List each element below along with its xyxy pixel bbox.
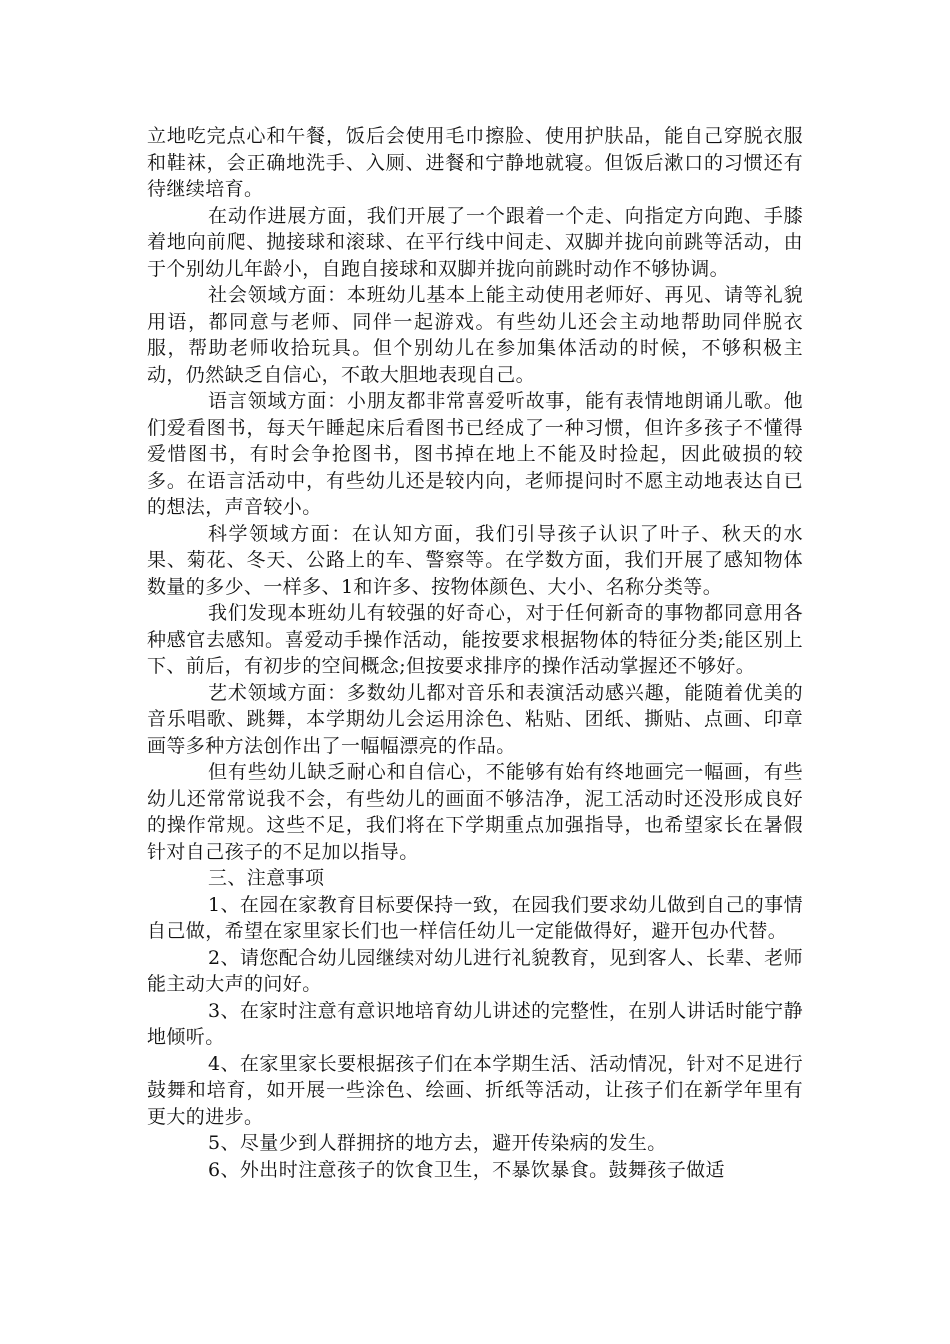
paragraph-curiosity: 我们发现本班幼儿有较强的好奇心，对于任何新奇的事物都同意用各种感官去感知。喜爱动手操作活动，能按要求根据物体的特征分类;能区别上下、前后，有初步的空间概念;但按要求排序的操作活动掌握还不够好。 — [147, 602, 803, 677]
paragraph-language-domain: 语言领域方面：小朋友都非常喜爱听故事，能有表情地朗诵儿歌。他们爱看图书，每天午睡起床后看图书已经成了一种习惯，但许多孩子不懂得爱惜图书，有时会争抢图书，图书掉在地上不能及时捡起，因此破损的较多。在语言活动中，有些幼儿还是较内向，老师提问时不愿主动地表达自已的想法，声音较小。 — [147, 390, 803, 518]
paragraph-motor-development: 在动作进展方面，我们开展了一个跟着一个走、向指定方向跑、手膝着地向前爬、抛接球和滚球、在平行线中间走、双脚并拢向前跳等活动，由于个别幼儿年龄小，自跑自接球和双脚并拢向前跳时动作不够协调。 — [147, 204, 803, 280]
paragraph-continuation: 立地吃完点心和午餐，饭后会使用毛巾擦脸、使用护肤品，能自己穿脱衣服和鞋袜，会正确地洗手、入厕、进餐和宁静地就寝。但饭后漱口的习惯还有待继续培育。 — [147, 125, 803, 200]
note-item-6: 6、外出时注意孩子的饮食卫生，不暴饮暴食。鼓舞孩子做适 — [208, 1158, 725, 1181]
note-item-3: 3、在家时注意有意识地培育幼儿讲述的完整性，在别人讲话时能宁静地倾听。 — [147, 999, 803, 1048]
note-item-2: 2、请您配合幼儿园继续对幼儿进行礼貌教育，见到客人、长辈、老师能主动大声的问好。 — [147, 946, 803, 995]
section-heading-notes: 三、注意事项 — [208, 867, 325, 889]
paragraph-shortcomings: 但有些幼儿缺乏耐心和自信心，不能够有始有终地画完一幅画，有些幼儿还常常说我不会，有些幼儿的画面不够洁净，泥工活动时还没形成良好的操作常规。这些不足，我们将在下学期重点加强指导，也希望家长在暑假针对自己孩子的不足加以指导。 — [147, 761, 803, 863]
note-item-4: 4、在家里家长要根据孩子们在本学期生活、活动情况，针对不足进行鼓舞和培育，如开展一些涂色、绘画、折纸等活动，让孩子们在新学年里有更大的进步。 — [147, 1052, 803, 1128]
paragraph-science-domain: 科学领域方面：在认知方面，我们引导孩子认识了叶子、秋天的水果、菊花、冬天、公路上的车、警察等。在学数方面，我们开展了感知物体数量的多少、一样多、1和许多、按物体颜色、大小、名称分类等。 — [147, 522, 803, 598]
note-item-1: 1、在园在家教育目标要保持一致，在园我们要求幼儿做到自己的事情自己做，希望在家里家长们也一样信任幼儿一定能做得好，避开包办代替。 — [147, 893, 803, 942]
note-item-5: 5、尽量少到人群拥挤的地方去，避开传染病的发生。 — [208, 1132, 667, 1154]
paragraph-art-domain: 艺术领域方面：多数幼儿都对音乐和表演活动感兴趣，能随着优美的音乐唱歌、跳舞，本学期幼儿会运用涂色、粘贴、团纸、撕贴、点画、印章画等多种方法创作出了一幅幅漂亮的作品。 — [147, 681, 803, 757]
paragraph-social-domain: 社会领域方面：本班幼儿基本上能主动使用老师好、再见、请等礼貌用语，都同意与老师、同伴一起游戏。有些幼儿还会主动地帮助同伴脱衣服，帮助老师收拾玩具。但个别幼儿在参加集体活动的时候，不够积极主动，仍然缺乏自信心，不敢大胆地表现自己。 — [147, 284, 803, 386]
document-page — [147, 123, 803, 1183]
